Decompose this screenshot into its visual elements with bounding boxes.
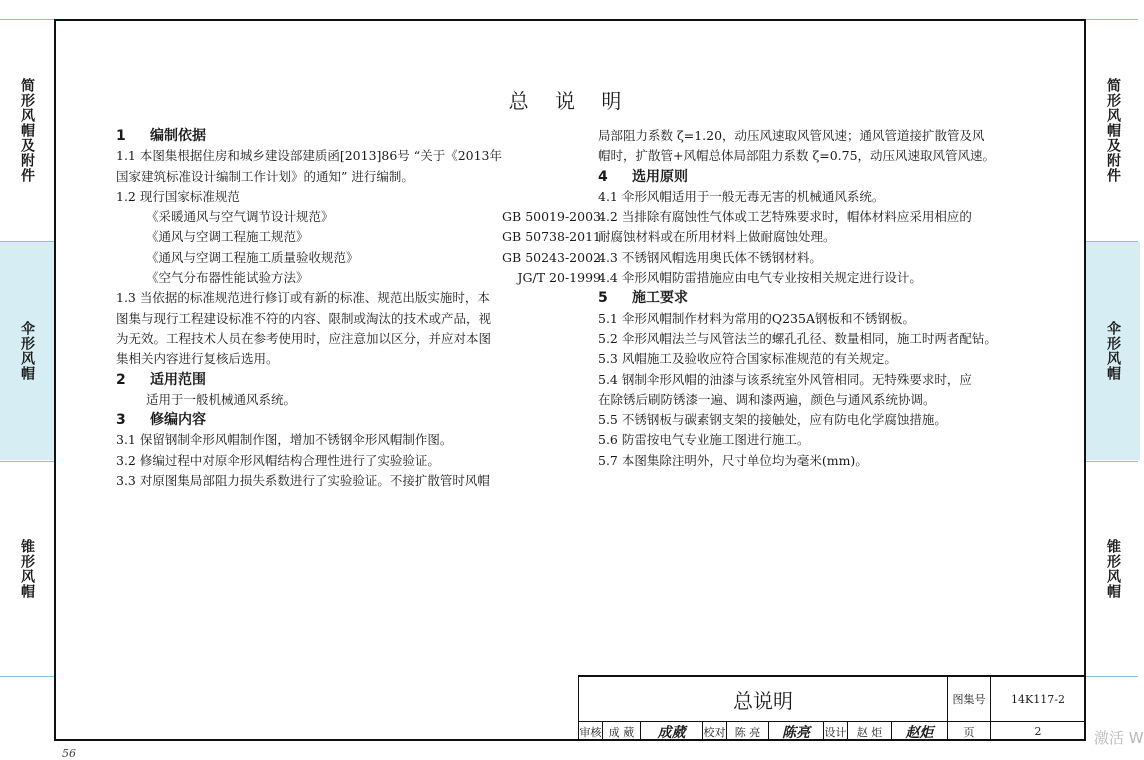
check-label: 校对 bbox=[703, 722, 727, 741]
check-name: 陈 亮 bbox=[727, 722, 769, 741]
paragraph: 1.3 当依据的标准规范进行修订或有新的标准、规范出版实施时，本 bbox=[116, 290, 490, 306]
drawing-frame bbox=[54, 19, 1086, 741]
paragraph: 5.4 钢制伞形风帽的油漆与该系统室外风管相同。无特殊要求时，应 bbox=[598, 371, 972, 387]
atlas-number: 14K117-2 bbox=[991, 677, 1085, 722]
paragraph: 5.3 风帽施工及验收应符合国家标准规范的有关规定。 bbox=[598, 351, 897, 367]
section-heading: 1 编制依据 bbox=[116, 128, 206, 144]
paragraph: 集相关内容进行复核后选用。 bbox=[116, 351, 279, 367]
side-tab-right-umbrella[interactable]: 伞形风帽 bbox=[1086, 242, 1140, 460]
page-number: 56 bbox=[62, 747, 76, 760]
paragraph: 局部阻力系数 ζ=1.20，动压风速取风管风速；通风管道接扩散管及风 bbox=[598, 128, 985, 143]
side-tab-left-umbrella[interactable]: 伞形风帽 bbox=[0, 242, 54, 460]
atlas-label: 图集号 bbox=[948, 677, 991, 722]
standard-row: 《通风与空调工程施工规范》 GB 50738-2011 bbox=[146, 229, 601, 245]
title-block-title: 总说明 bbox=[579, 677, 948, 722]
paragraph: 帽时，扩散管+风帽总体局部阻力系数 ζ=0.75，动压风速取风管风速。 bbox=[598, 148, 996, 164]
paragraph: 5.5 不锈钢板与碳素钢支架的接触处，应有防电化学腐蚀措施。 bbox=[598, 412, 947, 428]
page-title: 总 说 明 bbox=[508, 89, 632, 113]
right-column bbox=[598, 126, 1048, 471]
design-signature: 赵炬 bbox=[892, 722, 948, 741]
paragraph: 1.1 本图集根据住房和城乡建设部建质函[2013]86号 “关于《2013年 bbox=[116, 148, 502, 164]
review-name: 成 葳 bbox=[603, 722, 641, 741]
title-block bbox=[578, 675, 1086, 741]
design-name: 赵 炬 bbox=[848, 722, 892, 741]
page-number-cell: 2 bbox=[1034, 725, 1042, 738]
side-tab-left-cylindrical[interactable]: 简形风帽及附件 bbox=[19, 77, 35, 183]
paragraph: 为无效。工程技术人员在参考使用时，应注意加以区分，并应对本图 bbox=[116, 330, 492, 346]
paragraph: 3.3 对原图集局部阻力损失系数进行了实验验证。不接扩散管时风帽 bbox=[116, 473, 490, 489]
standard-row: 《空气分布器性能试验方法》 JG/T 20-1999 bbox=[146, 270, 601, 286]
design-label: 设计 bbox=[824, 722, 848, 741]
review-signature: 成葳 bbox=[641, 722, 703, 741]
check-signature: 陈亮 bbox=[769, 722, 824, 741]
paragraph: 图集与现行工程建设标准不符的内容、限制或淘汰的技术或产品，视 bbox=[116, 310, 492, 326]
side-tab-right-cone[interactable]: 锥形风帽 bbox=[1105, 538, 1121, 599]
paragraph: 5.7 本图集除注明外，尺寸单位均为毫米(mm)。 bbox=[598, 452, 868, 468]
review-label: 审核 bbox=[579, 722, 603, 741]
paragraph: 4.1 伞形风帽适用于一般无毒无害的机械通风系统。 bbox=[598, 188, 885, 204]
section-heading: 4 选用原则 bbox=[598, 168, 688, 185]
paragraph: 耐腐蚀材料或在所用材料上做耐腐蚀处理。 bbox=[598, 229, 836, 245]
paragraph: 4.4 伞形风帽防雷措施应由电气专业按相关规定进行设计。 bbox=[598, 270, 922, 286]
section-heading: 5 施工要求 bbox=[598, 290, 688, 307]
paragraph: 4.2 当排除有腐蚀性气体或工艺特殊要求时，帽体材料应采用相应的 bbox=[598, 209, 972, 225]
standard-row: 《采暖通风与空气调节设计规范》 GB 50019-2003 bbox=[146, 209, 601, 225]
paragraph: 在除锈后刷防锈漆一遍、调和漆两遍，颜色与通风系统协调。 bbox=[598, 391, 936, 407]
paragraph: 5.6 防雷按电气专业施工图进行施工。 bbox=[598, 432, 810, 448]
paragraph: 1.2 现行国家标准规范 bbox=[116, 188, 240, 204]
standard-row: 《通风与空调工程施工质量验收规范》 GB 50243-2002 bbox=[146, 249, 601, 265]
paragraph: 国家建筑标准设计编制工作计划》的通知” 进行编制。 bbox=[116, 168, 414, 184]
left-column bbox=[116, 126, 601, 491]
paragraph: 3.2 修编过程中对原伞形风帽结构合理性进行了实验验证。 bbox=[116, 452, 440, 468]
side-tab-left-cone[interactable]: 锥形风帽 bbox=[19, 538, 35, 599]
paragraph: 适用于一般机械通风系统。 bbox=[146, 391, 297, 407]
tab-divider bbox=[1086, 676, 1138, 677]
paragraph: 5.2 伞形风帽法兰与风管法兰的螺孔孔径、数量相同，施工时两者配钻。 bbox=[598, 330, 997, 346]
paragraph: 5.1 伞形风帽制作材料为常用的Q235A钢板和不锈钢板。 bbox=[598, 310, 915, 326]
paragraph: 4.3 不锈钢风帽选用奥氏体不锈钢材料。 bbox=[598, 249, 822, 265]
section-heading: 2 适用范围 bbox=[116, 371, 206, 388]
side-tab-right-cylindrical[interactable]: 简形风帽及附件 bbox=[1105, 77, 1121, 183]
tab-divider bbox=[0, 676, 54, 677]
section-heading: 3 修编内容 bbox=[116, 412, 206, 429]
activation-watermark: 激活 W bbox=[1094, 729, 1144, 747]
page-label: 页 bbox=[948, 722, 991, 741]
paragraph: 3.1 保留钢制伞形风帽制作图，增加不锈钢伞形风帽制作图。 bbox=[116, 432, 453, 448]
